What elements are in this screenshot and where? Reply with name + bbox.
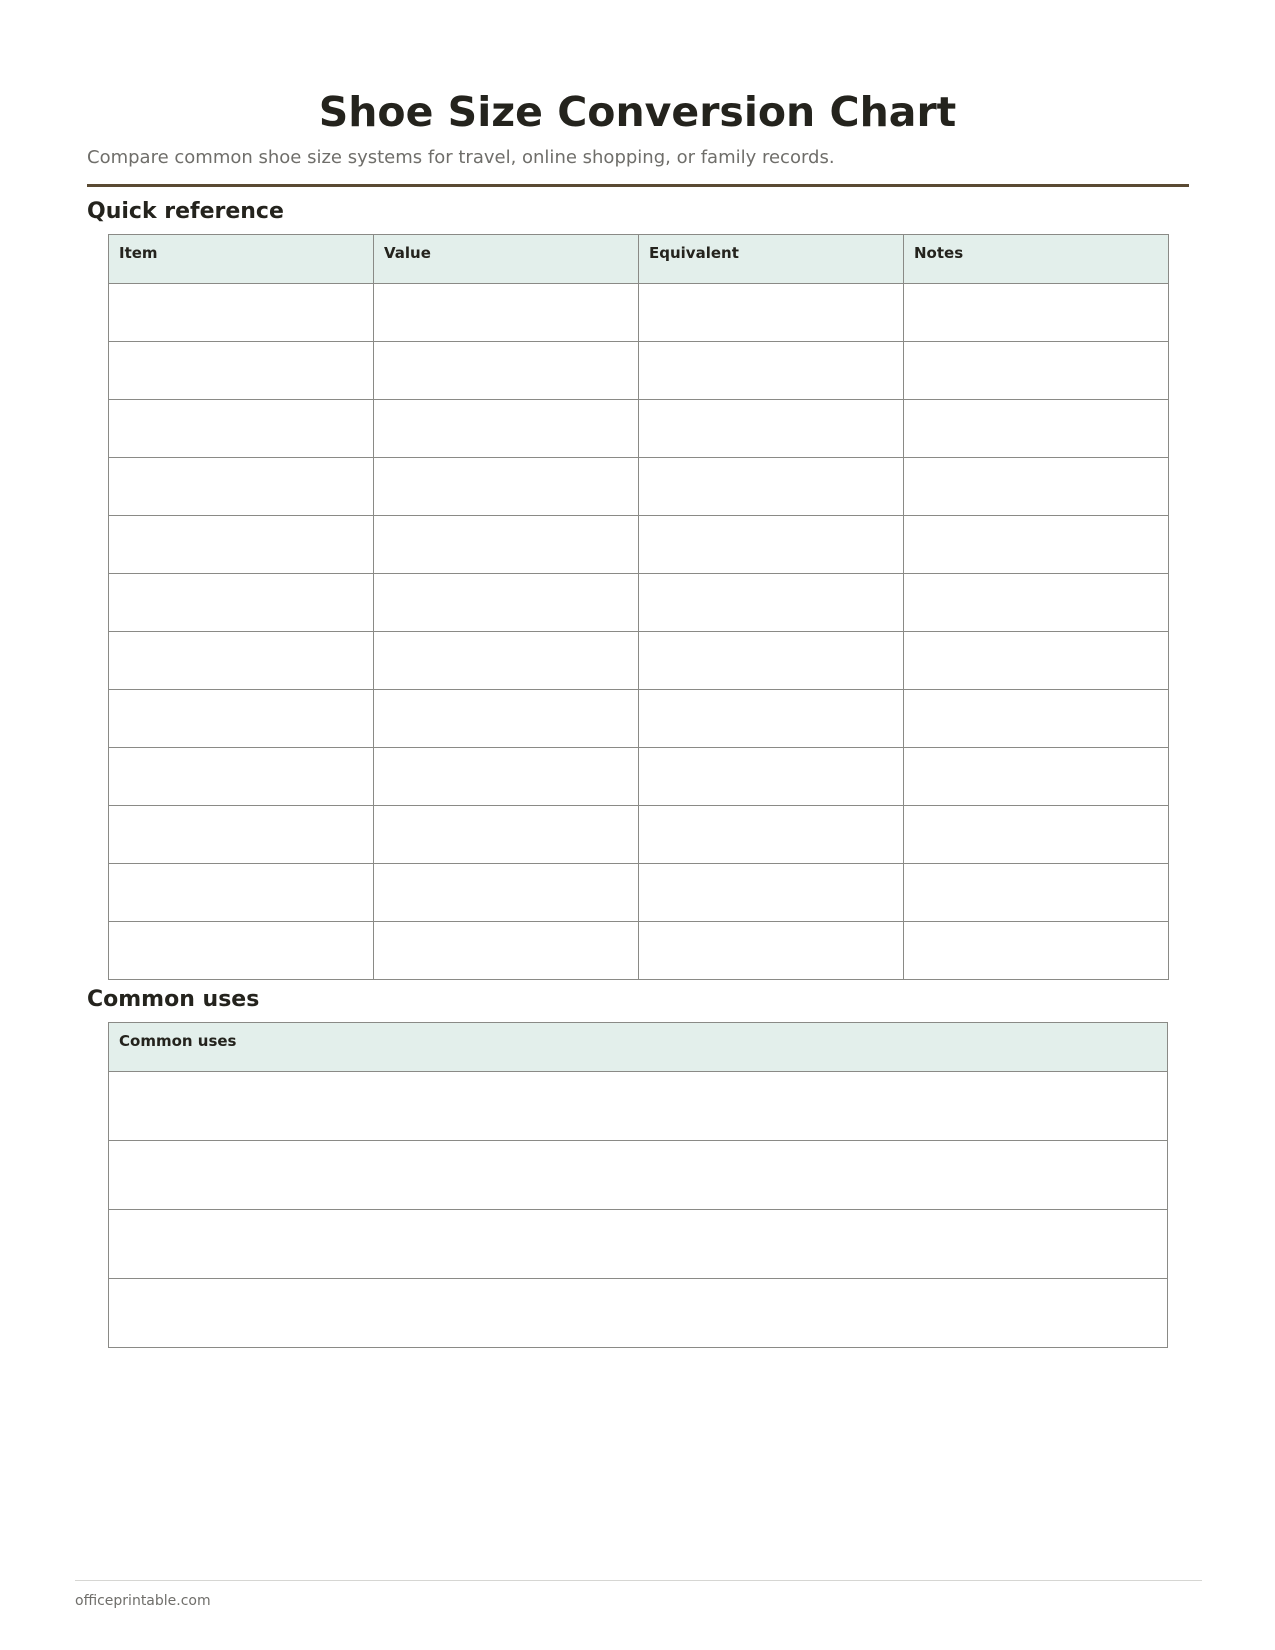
- common-uses-heading: Common uses: [87, 987, 260, 1012]
- page-subtitle: Compare common shoe size systems for travel, online shopping, or family records.: [87, 147, 835, 168]
- table-row: [109, 864, 1169, 922]
- table-cell[interactable]: [109, 574, 374, 632]
- table-row: [109, 516, 1169, 574]
- table-cell[interactable]: [374, 632, 639, 690]
- table-cell[interactable]: [109, 458, 374, 516]
- column-header-equivalent: Equivalent: [639, 235, 904, 284]
- table-header-row: [109, 1023, 1168, 1072]
- table-row: [109, 574, 1169, 632]
- table-cell[interactable]: [109, 632, 374, 690]
- table-cell[interactable]: [109, 342, 374, 400]
- table-cell[interactable]: [639, 574, 904, 632]
- table-row: [109, 748, 1169, 806]
- column-header-value: Value: [374, 235, 639, 284]
- table-cell[interactable]: [904, 458, 1169, 516]
- table-cell[interactable]: [374, 690, 639, 748]
- table-row: [109, 922, 1169, 980]
- table-cell[interactable]: [639, 748, 904, 806]
- table-row: [109, 400, 1169, 458]
- table-cell[interactable]: [639, 690, 904, 748]
- title-divider: [87, 184, 1189, 187]
- table-cell[interactable]: [374, 284, 639, 342]
- table-cell[interactable]: [904, 864, 1169, 922]
- table-cell[interactable]: [639, 922, 904, 980]
- table-cell[interactable]: [109, 922, 374, 980]
- table-cell[interactable]: [904, 400, 1169, 458]
- table-cell[interactable]: [374, 922, 639, 980]
- table-cell[interactable]: [374, 516, 639, 574]
- table-cell[interactable]: [904, 922, 1169, 980]
- table-cell[interactable]: [374, 806, 639, 864]
- table-cell[interactable]: [109, 1210, 1168, 1279]
- quick-reference-heading: Quick reference: [87, 199, 284, 224]
- table-cell[interactable]: [639, 516, 904, 574]
- table-cell[interactable]: [374, 864, 639, 922]
- page-title: Shoe Size Conversion Chart: [318, 88, 957, 136]
- table-cell[interactable]: [109, 690, 374, 748]
- table-cell[interactable]: [374, 574, 639, 632]
- footer-site: officeprintable.com: [75, 1593, 211, 1609]
- table-cell[interactable]: [374, 748, 639, 806]
- table-cell[interactable]: [904, 574, 1169, 632]
- table-cell[interactable]: [904, 516, 1169, 574]
- table-row: [109, 632, 1169, 690]
- table-row: [109, 1279, 1168, 1348]
- table-cell[interactable]: [109, 864, 374, 922]
- table-cell[interactable]: [904, 690, 1169, 748]
- column-header-common-uses: Common uses: [109, 1023, 1168, 1072]
- table-row: [109, 1210, 1168, 1279]
- table-cell[interactable]: [904, 632, 1169, 690]
- table-cell[interactable]: [109, 1141, 1168, 1210]
- table-cell[interactable]: [639, 458, 904, 516]
- table-cell[interactable]: [109, 1279, 1168, 1348]
- table-cell[interactable]: [904, 806, 1169, 864]
- table-row: [109, 1072, 1168, 1141]
- table-row: [109, 342, 1169, 400]
- common-uses-table: [108, 1022, 1168, 1348]
- table-row: [109, 690, 1169, 748]
- quick-reference-table: [108, 234, 1169, 980]
- table-cell[interactable]: [639, 400, 904, 458]
- table-cell[interactable]: [904, 748, 1169, 806]
- table-row: [109, 806, 1169, 864]
- table-header-row: [109, 235, 1169, 284]
- table-cell[interactable]: [109, 806, 374, 864]
- table-cell[interactable]: [109, 516, 374, 574]
- table-row: [109, 1141, 1168, 1210]
- table-cell[interactable]: [374, 458, 639, 516]
- table-cell[interactable]: [639, 632, 904, 690]
- table-cell[interactable]: [639, 864, 904, 922]
- table-cell[interactable]: [639, 342, 904, 400]
- column-header-item: Item: [109, 235, 374, 284]
- table-cell[interactable]: [904, 284, 1169, 342]
- table-cell[interactable]: [374, 342, 639, 400]
- table-cell[interactable]: [639, 284, 904, 342]
- table-cell[interactable]: [109, 1072, 1168, 1141]
- column-header-notes: Notes: [904, 235, 1169, 284]
- footer-divider: [75, 1580, 1202, 1581]
- table-row: [109, 458, 1169, 516]
- table-row: [109, 284, 1169, 342]
- table-cell[interactable]: [109, 284, 374, 342]
- table-cell[interactable]: [374, 400, 639, 458]
- table-cell[interactable]: [904, 342, 1169, 400]
- table-cell[interactable]: [639, 806, 904, 864]
- table-cell[interactable]: [109, 400, 374, 458]
- table-cell[interactable]: [109, 748, 374, 806]
